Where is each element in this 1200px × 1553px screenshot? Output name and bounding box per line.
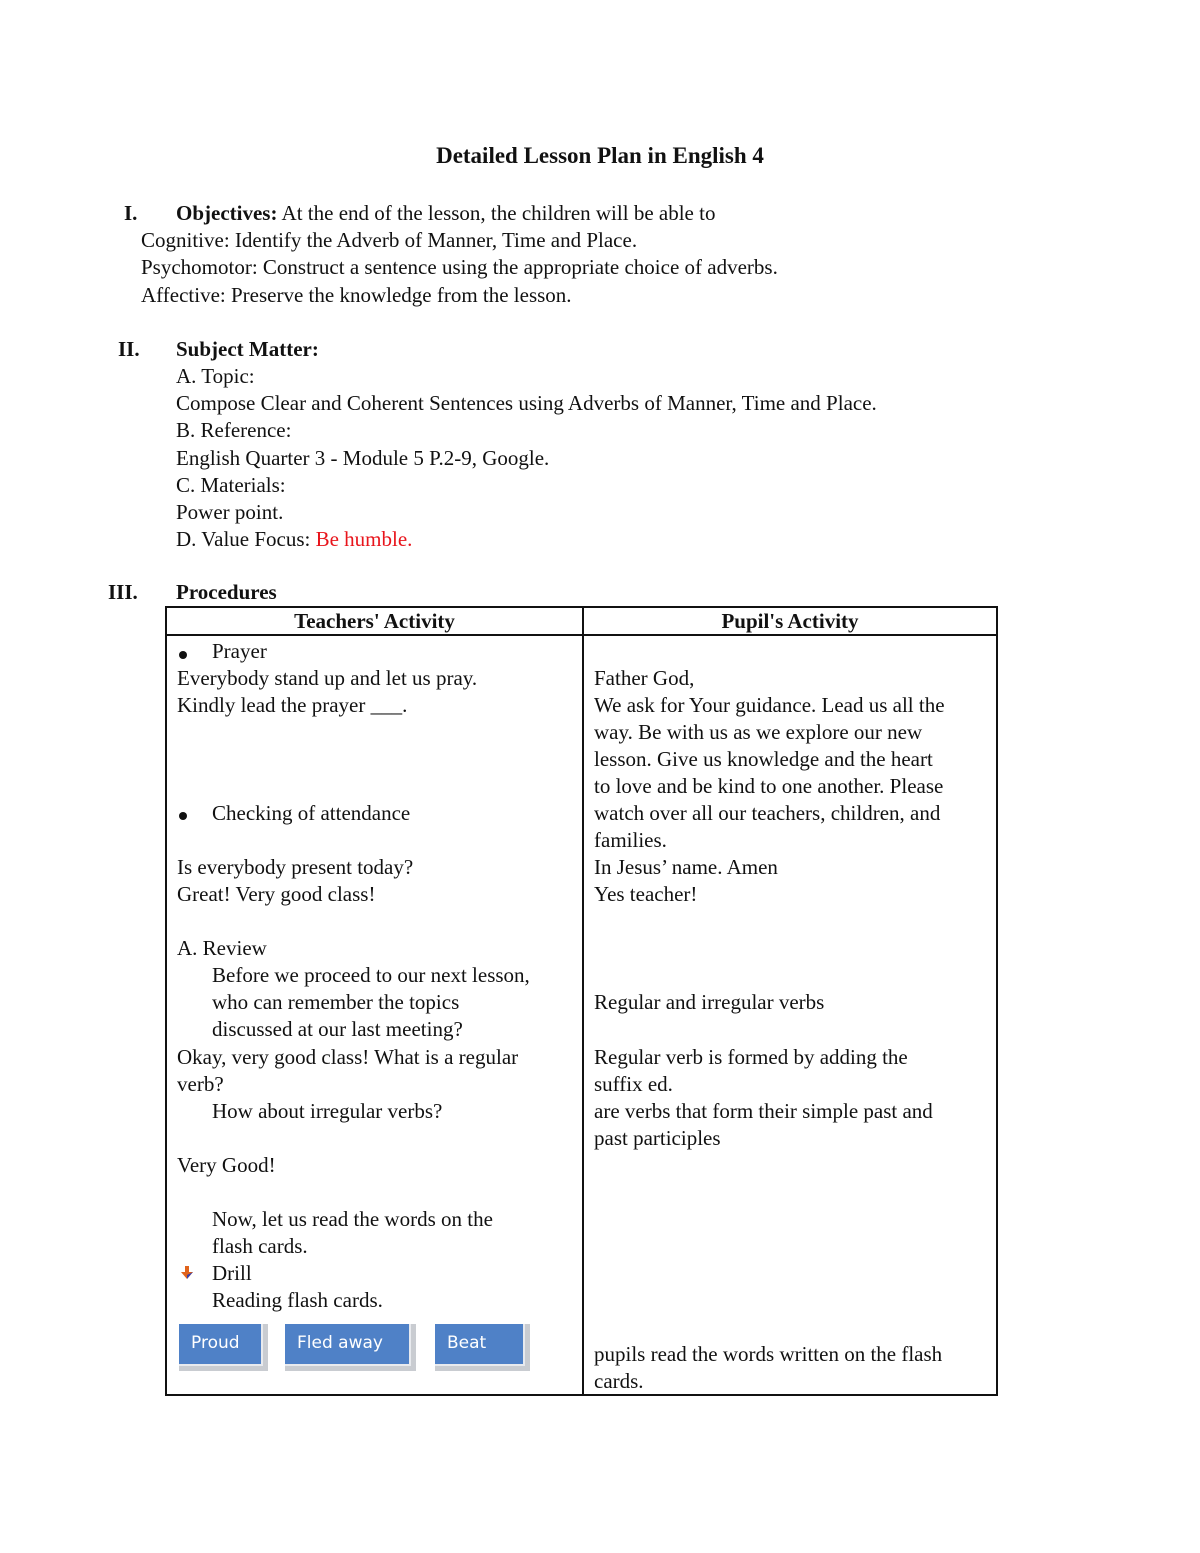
topic-text: Compose Clear and Coherent Sentences using Adverbs of Manner, Time and Place. bbox=[176, 391, 877, 415]
flash-card-label: Beat bbox=[447, 1333, 487, 1353]
pupil-prayer-8: In Jesus’ name. Amen bbox=[594, 855, 778, 879]
teacher-lead: Kindly lead the prayer ___. bbox=[177, 693, 408, 717]
pupil-read-1: pupils read the words written on the flash bbox=[594, 1342, 943, 1366]
teacher-review-3: discussed at our last meeting? bbox=[212, 1017, 463, 1041]
teacher-activity-cell bbox=[166, 635, 583, 1395]
teacher-okay-2: verb? bbox=[177, 1072, 224, 1096]
pupil-irregular-1: are verbs that form their simple past and bbox=[594, 1099, 933, 1123]
pupil-regular-1: Regular verb is formed by adding the bbox=[594, 1045, 908, 1069]
flash-card bbox=[179, 1324, 268, 1371]
pupil-yes-teacher: Yes teacher! bbox=[594, 882, 698, 906]
objectives-intro: At the end of the lesson, the children will be able to bbox=[277, 201, 716, 225]
value-focus bbox=[176, 527, 412, 552]
pupil-regular-irregular: Regular and irregular verbs bbox=[594, 990, 825, 1014]
pupil-prayer-4: lesson. Give us knowledge and the heart bbox=[594, 747, 933, 771]
flash-card-label: Proud bbox=[191, 1333, 240, 1353]
flash-card bbox=[435, 1324, 530, 1371]
teacher-present: Is everybody present today? bbox=[177, 855, 414, 879]
pupil-regular-2: suffix ed. bbox=[594, 1072, 673, 1096]
teacher-great: Great! Very good class! bbox=[177, 882, 376, 906]
objectives-label: Objectives: bbox=[176, 201, 278, 225]
teacher-now-1: Now, let us read the words on the bbox=[212, 1207, 493, 1231]
pupil-prayer-5: to love and be kind to one another. Please bbox=[594, 774, 944, 798]
flash-card bbox=[285, 1324, 416, 1371]
teacher-stand: Everybody stand up and let us pray. bbox=[177, 666, 478, 690]
pupil-prayer-3: way. Be with us as we explore our new bbox=[594, 720, 923, 744]
flash-card-label: Fled away bbox=[297, 1333, 383, 1353]
procedures-label: Procedures bbox=[176, 580, 277, 604]
teacher-irregular: How about irregular verbs? bbox=[212, 1099, 443, 1123]
teacher-review: A. Review bbox=[177, 936, 267, 960]
teacher-reading: Reading flash cards. bbox=[212, 1288, 383, 1312]
pupil-prayer-7: families. bbox=[594, 828, 667, 852]
bullet-icon bbox=[179, 812, 187, 820]
teacher-drill: Drill bbox=[212, 1261, 252, 1285]
teacher-activity-header: Teachers' Activity bbox=[166, 607, 583, 635]
objective-psychomotor: Psychomotor: Construct a sentence using the appropriate choice of adverbs. bbox=[141, 255, 778, 279]
value-focus-label: D. Value Focus: bbox=[176, 527, 316, 551]
value-focus-text: Be humble. bbox=[315, 527, 413, 551]
objectives-number: I. bbox=[124, 201, 138, 225]
teacher-okay-1: Okay, very good class! What is a regular bbox=[177, 1045, 519, 1069]
teacher-review-2: who can remember the topics bbox=[212, 990, 460, 1014]
materials-label: C. Materials: bbox=[176, 473, 286, 497]
materials-text: Power point. bbox=[176, 500, 284, 524]
pupil-activity-header: Pupil's Activity bbox=[583, 607, 997, 635]
reference-text: English Quarter 3 - Module 5 P.2-9, Google. bbox=[176, 446, 550, 470]
procedures-number: III. bbox=[108, 580, 138, 604]
pupil-read-2: cards. bbox=[594, 1369, 644, 1393]
objective-affective: Affective: Preserve the knowledge from the lesson. bbox=[141, 283, 572, 307]
subject-matter-number: II. bbox=[118, 337, 140, 361]
teacher-very-good: Very Good! bbox=[177, 1153, 276, 1177]
teacher-now-2: flash cards. bbox=[212, 1234, 308, 1258]
pupil-activity-cell bbox=[583, 635, 997, 1395]
procedures-table bbox=[165, 606, 998, 1396]
pupil-prayer-2: We ask for Your guidance. Lead us all the bbox=[594, 693, 945, 717]
reference-label: B. Reference: bbox=[176, 418, 292, 442]
pupil-prayer-6: watch over all our teachers, children, and bbox=[594, 801, 941, 825]
pupil-prayer-1: Father God, bbox=[594, 666, 695, 690]
teacher-prayer: Prayer bbox=[212, 639, 267, 663]
topic-label: A. Topic: bbox=[176, 364, 255, 388]
objective-cognitive: Cognitive: Identify the Adverb of Manner, Time and Place. bbox=[141, 228, 638, 252]
teacher-attendance: Checking of attendance bbox=[212, 801, 411, 825]
teacher-review-1: Before we proceed to our next lesson, bbox=[212, 963, 530, 987]
pupil-irregular-2: past participles bbox=[594, 1126, 721, 1150]
document-title: Detailed Lesson Plan in English 4 bbox=[436, 143, 764, 168]
bullet-icon bbox=[179, 651, 187, 659]
drill-arrow-icon bbox=[179, 1266, 195, 1280]
objectives-heading bbox=[176, 201, 715, 226]
subject-matter-label: Subject Matter: bbox=[176, 337, 319, 361]
